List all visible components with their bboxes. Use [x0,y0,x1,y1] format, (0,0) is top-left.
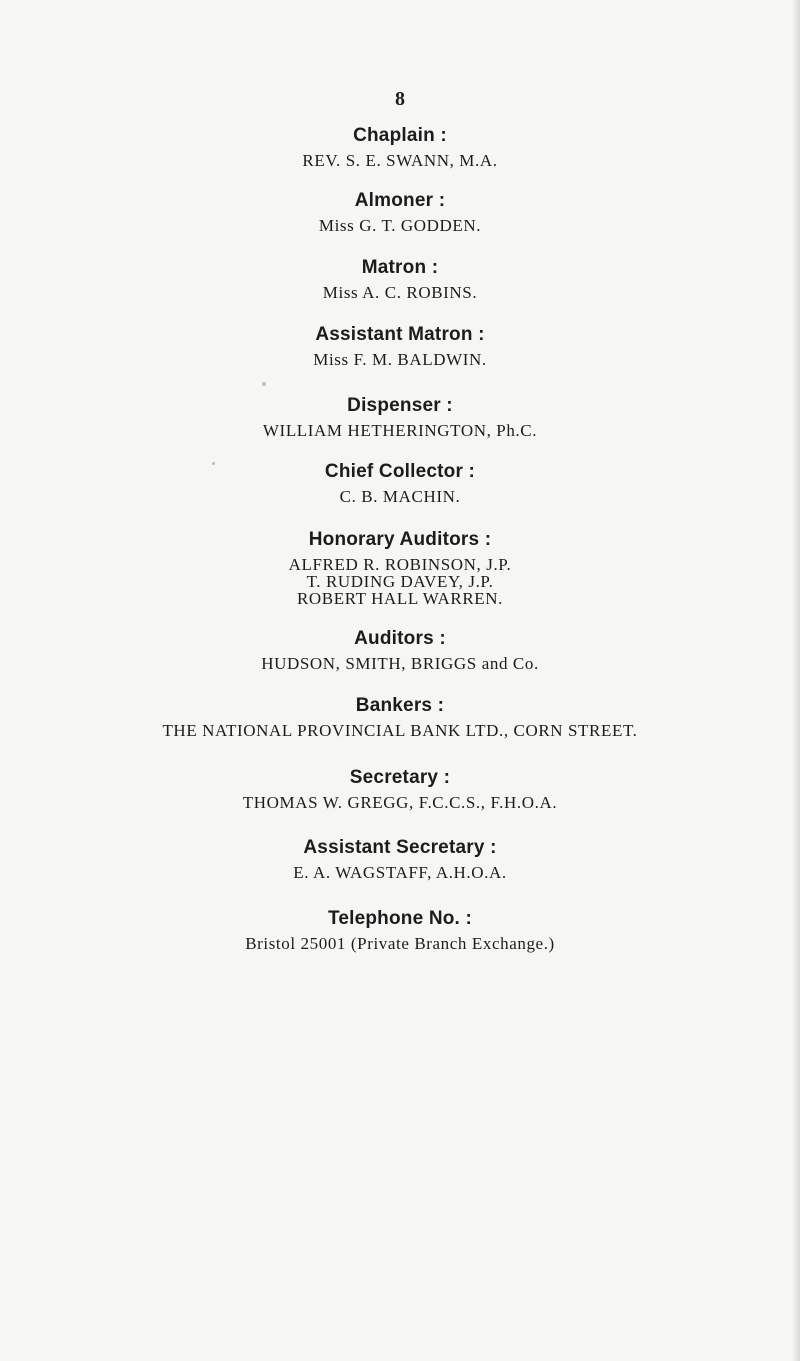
section-heading: Dispenser : [347,395,453,416]
section-heading: Auditors : [354,628,446,649]
section-heading: Almoner : [354,190,446,211]
section-honorary-auditors [0,528,800,607]
section-entry: Miss A. C. ROBINS. [322,283,478,302]
section-heading: Assistant Matron : [315,324,485,345]
section-auditors [0,627,800,672]
section-assistant-matron [0,323,800,368]
section-entry: Miss G. T. GODDEN. [318,216,482,235]
section-dispenser [0,394,800,439]
section-entry: THOMAS W. GREGG, F.C.C.S., F.H.O.A. [242,793,558,812]
section-entry: Miss F. M. BALDWIN. [313,350,487,369]
section-chaplain [0,124,800,169]
section-heading: Chaplain : [353,125,447,146]
paper-speck [212,462,215,465]
section-heading: Chief Collector : [324,461,476,482]
section-heading: Telephone No. : [327,908,473,929]
section-secretary [0,766,800,811]
page-number: 8 [395,88,405,110]
paper-speck [262,382,266,386]
section-almoner [0,189,800,234]
section-entry: HUDSON, SMITH, BRIGGS and Co. [261,654,539,673]
section-entry: ALFRED R. ROBINSON, J.P. [288,555,512,574]
section-heading: Honorary Auditors : [308,529,492,550]
section-entry: Bristol 25001 (Private Branch Exchange.) [245,934,555,953]
section-entry: THE NATIONAL PROVINCIAL BANK LTD., CORN STREET. [162,721,638,740]
section-entry: REV. S. E. SWANN, M.A. [302,151,498,170]
page-edge-shadow [792,0,800,1361]
section-entry: E. A. WAGSTAFF, A.H.O.A. [293,863,507,882]
section-entry: T. RUDING DAVEY, J.P. [306,572,494,591]
section-entry: ROBERT HALL WARREN. [296,589,504,608]
section-heading: Secretary : [349,767,451,788]
section-matron [0,256,800,301]
section-chief-collector [0,460,800,505]
section-heading: Matron : [361,257,439,278]
section-bankers [0,694,800,739]
section-heading: Assistant Secretary : [303,837,497,858]
section-entry: C. B. MACHIN. [339,487,461,506]
section-heading: Bankers : [355,695,445,716]
section-entry: WILLIAM HETHERINGTON, Ph.C. [262,421,538,440]
section-telephone [0,907,800,952]
section-assistant-secretary [0,836,800,881]
